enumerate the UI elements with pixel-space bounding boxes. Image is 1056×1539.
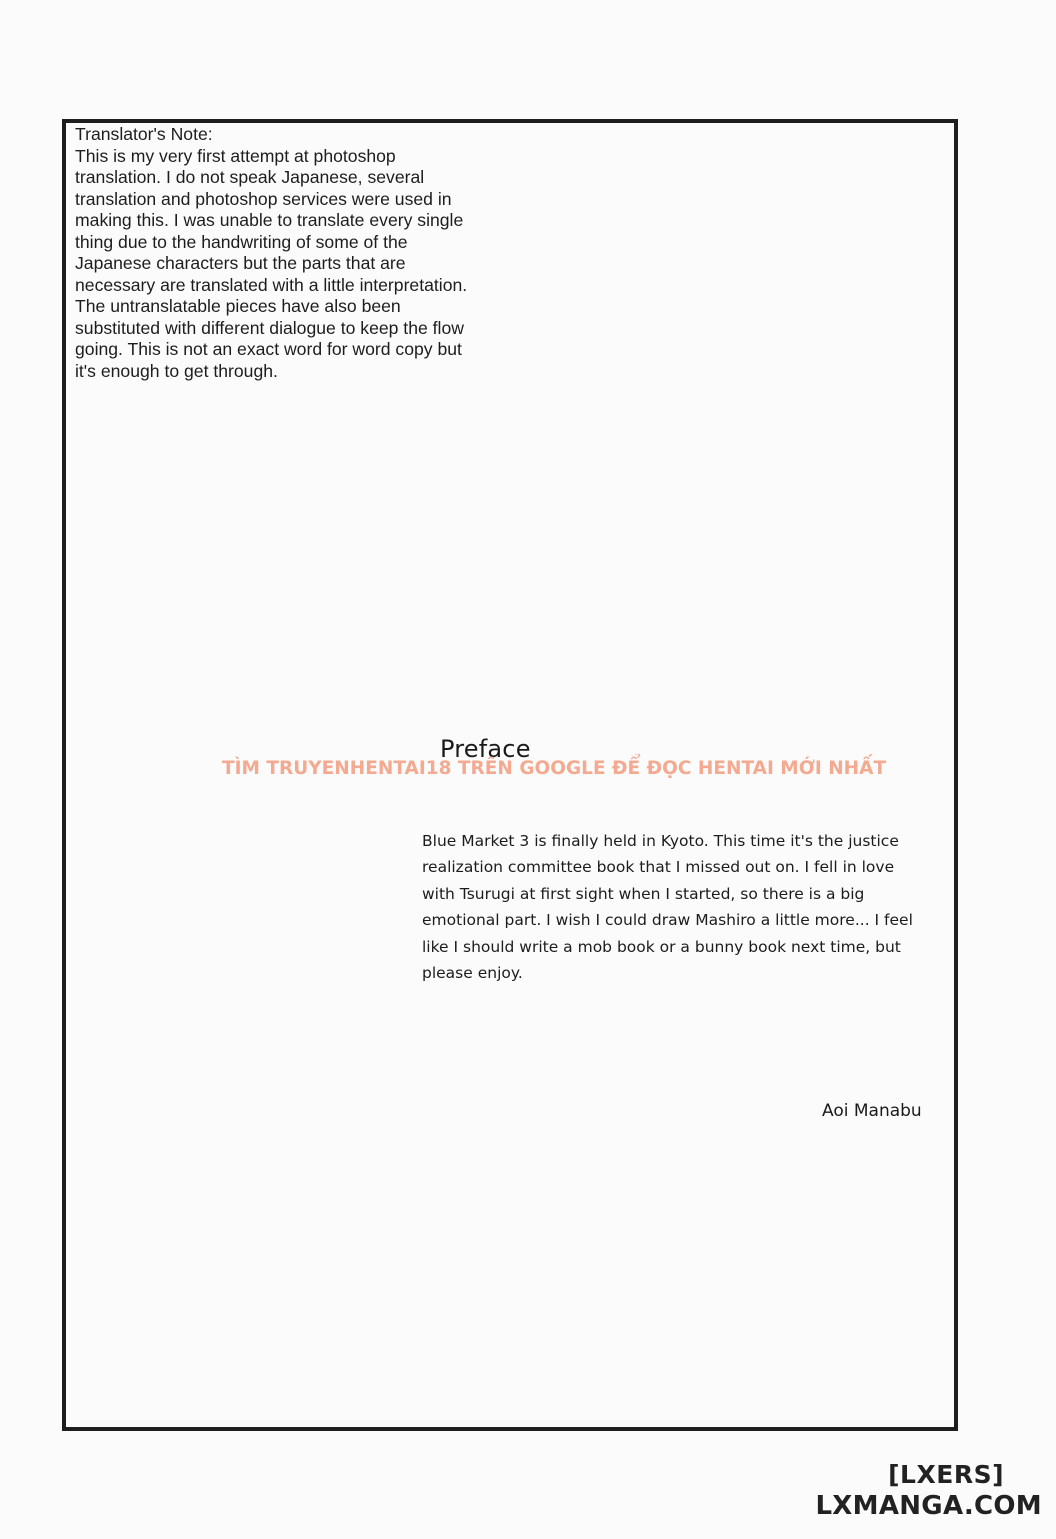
translator-note-line: Translator's Note: — [75, 124, 213, 144]
site-watermark-logo — [815, 1462, 1042, 1519]
translator-note-line: Japanese characters but the parts that are — [75, 253, 406, 273]
translator-note-line: thing due to the handwriting of some of the — [75, 231, 408, 252]
translator-note-line: The untranslatable pieces have also been — [75, 296, 401, 316]
preface-body — [422, 828, 942, 986]
translator-note-line: making this. I was unable to translate every single — [75, 210, 464, 230]
site-watermark-group: [LXERS] — [888, 1460, 1004, 1489]
preface-line: with Tsurugi at first sight when I started, so there is a big — [422, 884, 865, 903]
translator-note-line: This is my very first attempt at photoshop — [75, 145, 396, 166]
translator-note-line: going. This is not an exact word for word copy but — [75, 339, 462, 359]
preface-line: emotional part. I wish I could draw Mashiro a little more... I feel — [422, 911, 913, 930]
preface-line: realization committee book that I missed out on. I fell in love — [422, 858, 895, 877]
translator-note-line: necessary are translated with a little interpretation. — [75, 274, 468, 295]
translator-note — [75, 124, 515, 382]
translator-note-line: translation and photoshop services were used in — [75, 188, 452, 209]
translator-note-line: substituted with different dialogue to keep the flow — [75, 317, 464, 338]
promo-watermark: TÌM TRUYENHENTAI18 TRÊN GOOGLE ĐỂ ĐỌC HENTAI MỚI NHẤT — [222, 758, 887, 779]
preface-line: please enjoy. — [422, 964, 523, 983]
preface-line: Blue Market 3 is finally held in Kyoto. This time it's the justice — [422, 832, 899, 850]
author-signature: Aoi Manabu — [822, 1101, 922, 1121]
site-watermark-url: LXMANGA.COM — [815, 1491, 1042, 1521]
preface-title: Preface — [440, 735, 531, 763]
preface-line: like I should write a mob book or a bunny book next time, but — [422, 937, 901, 956]
translator-note-line: translation. I do not speak Japanese, several — [75, 167, 425, 187]
translator-note-line: it's enough to get through. — [75, 360, 278, 381]
